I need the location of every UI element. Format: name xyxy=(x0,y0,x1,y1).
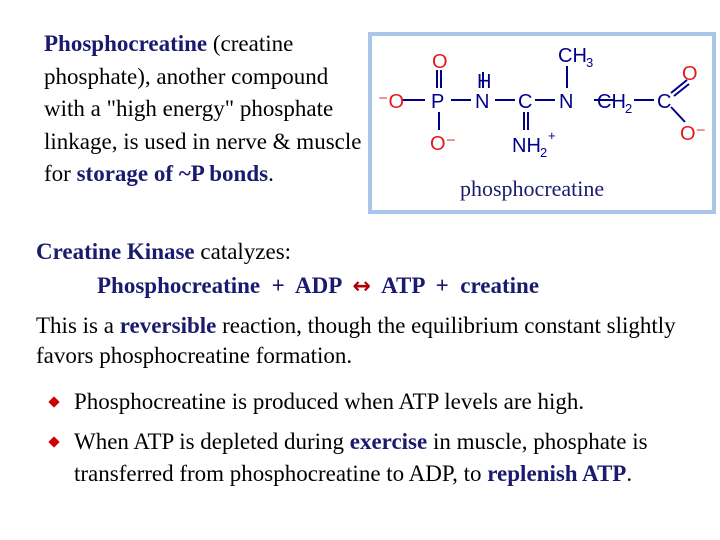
amino-subscript: 2 xyxy=(540,145,548,160)
diamond-bullet-icon xyxy=(48,436,59,447)
methyl-group: CH xyxy=(558,45,587,67)
hydrogen-atom: H xyxy=(477,71,492,93)
bullet-emphasis-exercise: exercise xyxy=(349,429,428,454)
kinase-verb: catalyzes: xyxy=(194,239,292,264)
methylene-group: CH xyxy=(597,91,626,113)
phosphocreatine-structure-figure xyxy=(368,32,716,214)
reaction-right: ATP + creatine xyxy=(370,273,540,298)
bullet-text: Phosphocreatine is produced when ATP levels are high. xyxy=(74,389,585,414)
oxygen-left-atom: ⁻O xyxy=(378,91,405,113)
reversible-emphasis: reversible xyxy=(119,313,217,338)
carbon-atom-2: C xyxy=(657,91,672,113)
oxygen-minus-right-atom: O⁻ xyxy=(680,123,707,145)
oxygen-minus-bottom-atom: O⁻ xyxy=(430,133,457,155)
structure-diagram xyxy=(372,36,712,210)
phosphorus-atom: P xyxy=(431,91,445,113)
bullet-pre: When ATP is depleted during xyxy=(74,429,350,454)
amino-group: NH xyxy=(512,135,541,157)
methylene-subscript: 2 xyxy=(625,101,633,116)
reaction-left: Phosphocreatine + ADP xyxy=(97,273,353,298)
kinase-enzyme: Creatine Kinase xyxy=(36,239,195,264)
bullet-mid: in muscle, phosphate is transferred from phosphocreatine to ADP, to xyxy=(74,429,648,486)
amino-charge: + xyxy=(548,128,556,143)
diamond-bullet-icon xyxy=(48,396,59,407)
figure-caption: phosphocreatine xyxy=(460,176,605,201)
bullet-end: . xyxy=(626,461,633,486)
intro-text: (creatine phosphate), another compound with a "high energy" phosphate linkage, is used in nerve & muscle for xyxy=(44,31,362,186)
intro-paragraph xyxy=(44,28,364,191)
intro-end: . xyxy=(268,161,274,186)
oxygen-top-atom: O xyxy=(432,51,448,73)
nitrogen-atom-1: N xyxy=(475,91,490,113)
reaction-equation xyxy=(97,270,539,303)
reversible-pre: This is a xyxy=(36,313,120,338)
intro-term: Phosphocreatine xyxy=(44,31,208,56)
bullet-text xyxy=(74,426,714,490)
carbon-atom-1: C xyxy=(518,91,533,113)
nitrogen-atom-2: N xyxy=(559,91,574,113)
reversible-arrow-icon: ↔ xyxy=(352,274,371,299)
reversible-post: reaction, though the equilibrium constant slightly favors phosphocreatine formation. xyxy=(36,313,676,368)
kinase-statement xyxy=(36,236,291,268)
bullet-emphasis-replenish: replenish ATP xyxy=(487,461,627,486)
structure-bonds xyxy=(403,66,689,130)
reversibility-paragraph xyxy=(36,311,676,371)
methyl-subscript: 3 xyxy=(586,55,594,70)
intro-emphasis: storage of ~P bonds xyxy=(76,161,269,186)
oxygen-right-atom: O xyxy=(682,63,698,85)
